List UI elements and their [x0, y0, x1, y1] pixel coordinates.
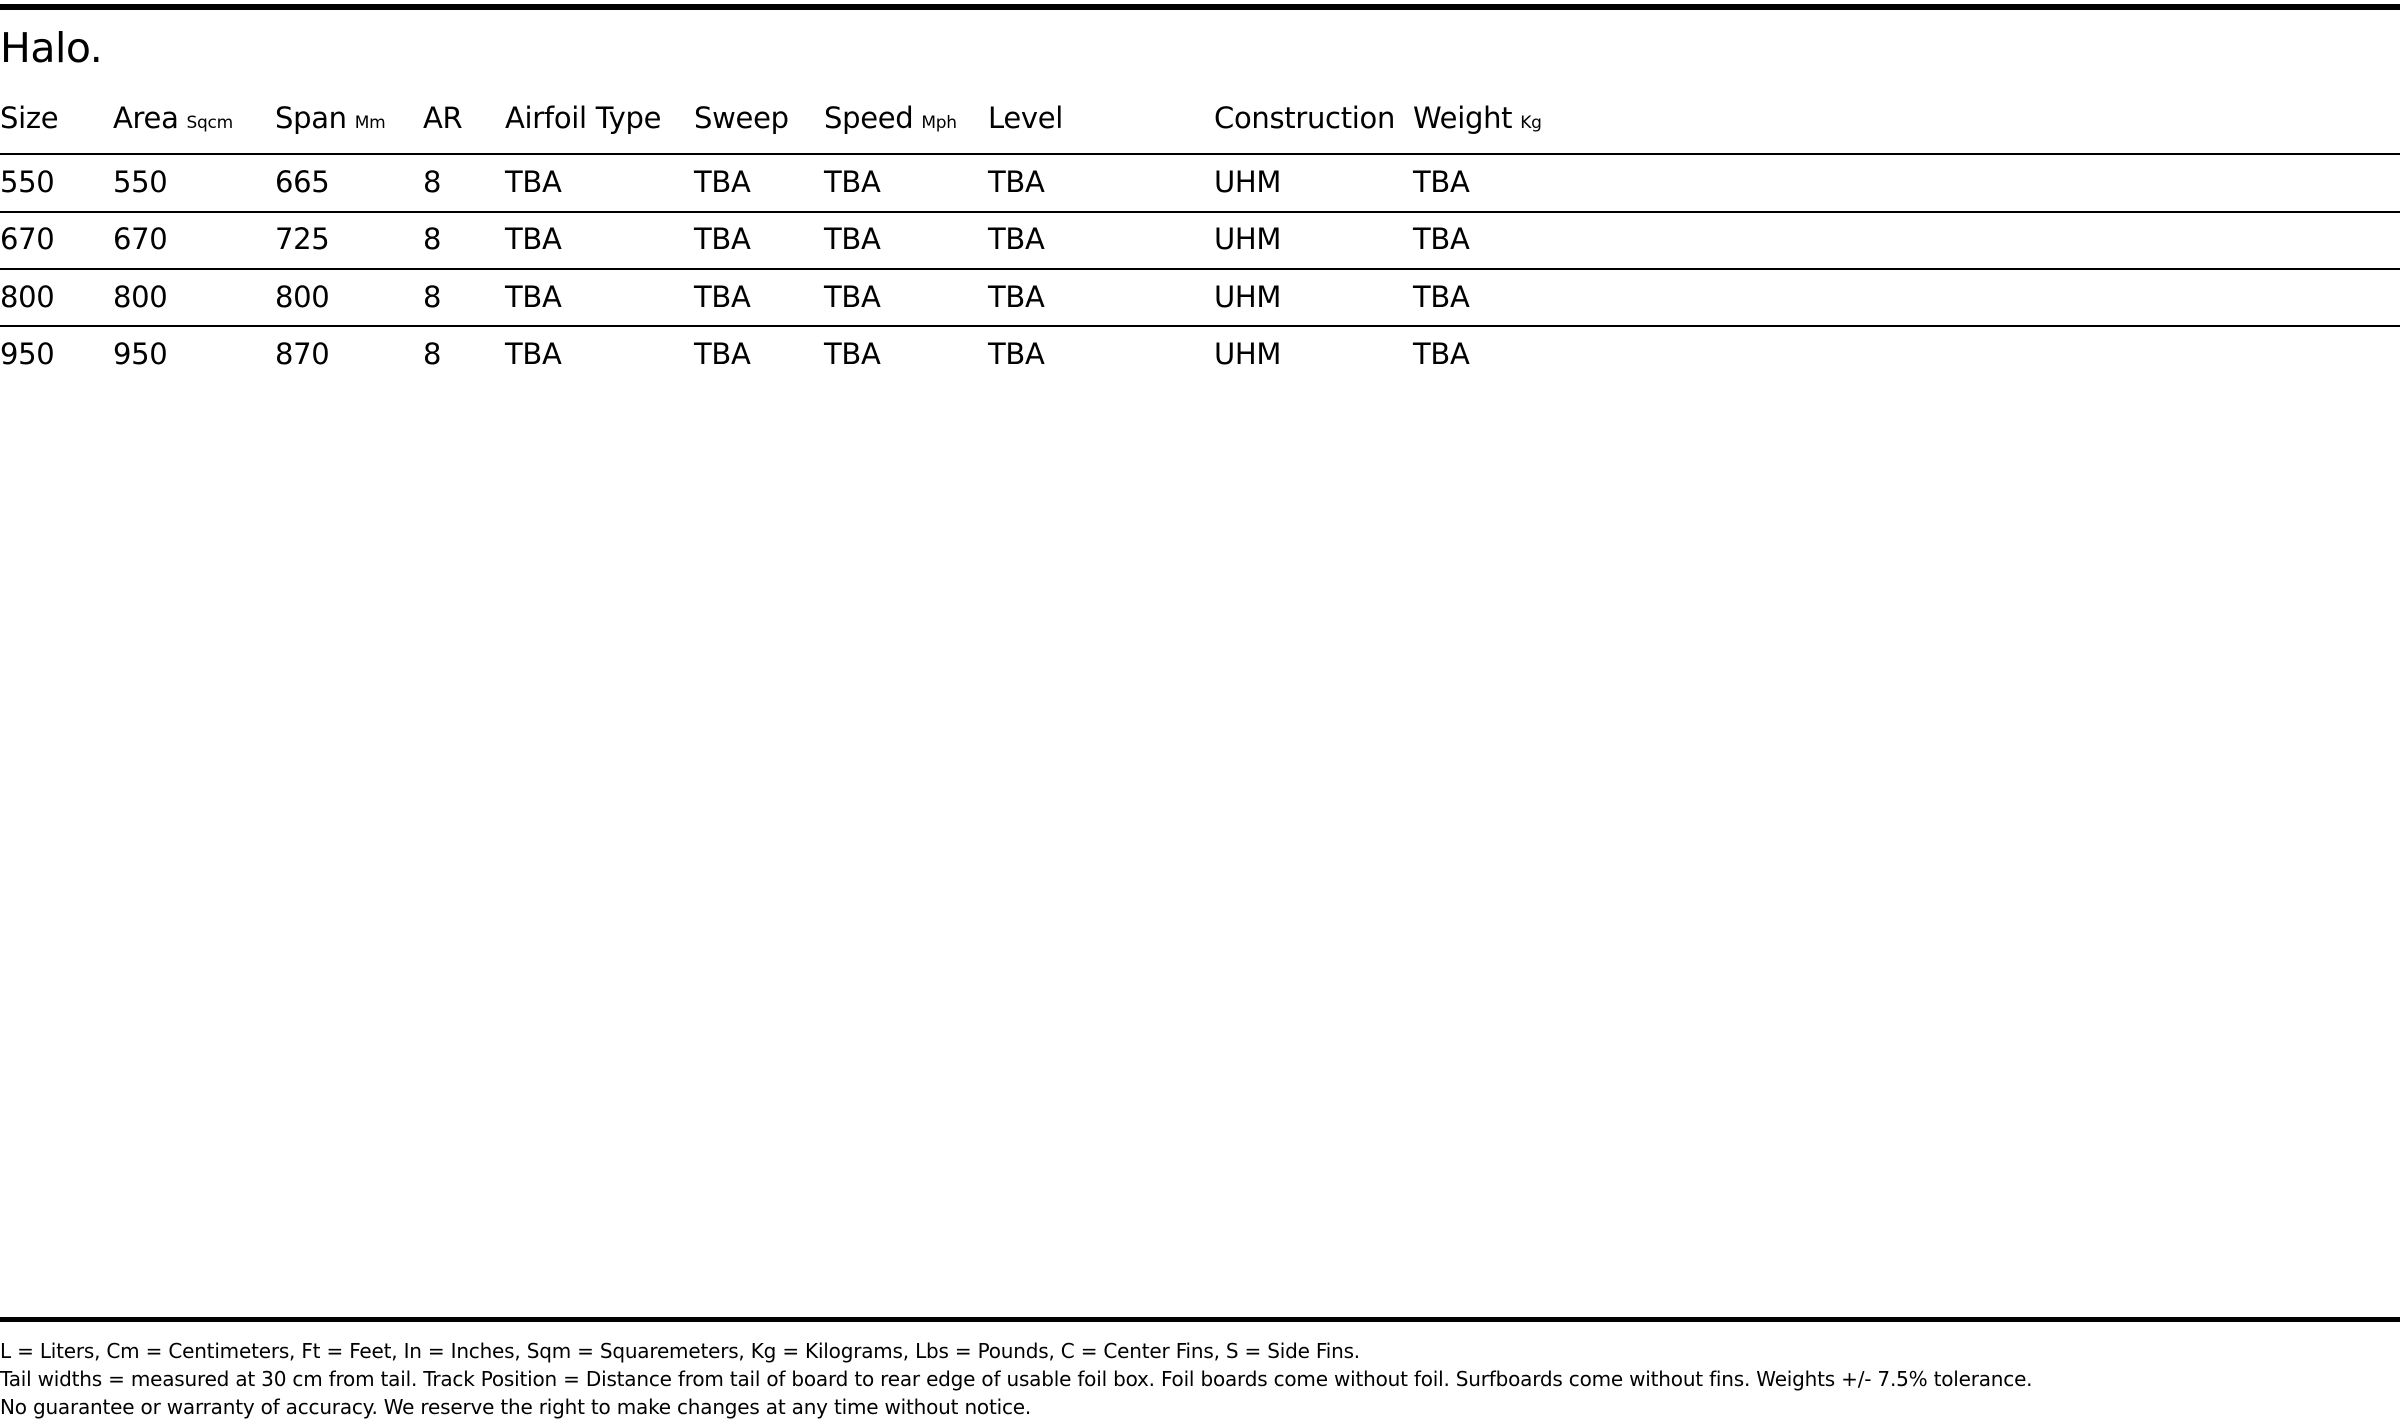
- cell-size: 800: [0, 280, 55, 314]
- header-speed-unit: Mph: [921, 113, 957, 133]
- header-weight-unit: Kg: [1520, 113, 1542, 133]
- header-span: Span Mm: [275, 101, 386, 135]
- table-row: [0, 270, 2400, 327]
- cell-construction: UHM: [1214, 222, 1282, 256]
- header-construction: Construction: [1214, 101, 1396, 135]
- cell-construction: UHM: [1214, 280, 1282, 314]
- cell-level: TBA: [988, 222, 1045, 256]
- footnote-abbreviations: L = Liters, Cm = Centimeters, Ft = Feet, In = Inches, Sqm = Squaremeters, Kg = Kilograms, Lbs = Pounds, C = Center Fins, S = Side Fins.: [0, 1339, 1360, 1363]
- cell-span: 665: [275, 165, 330, 199]
- cell-span: 800: [275, 280, 330, 314]
- top-rule: [0, 4, 2400, 10]
- cell-airfoil-type: TBA: [505, 165, 562, 199]
- cell-ar: 8: [423, 280, 442, 314]
- table-row: [0, 212, 2400, 269]
- header-span-unit: Mm: [354, 113, 386, 133]
- cell-size: 950: [0, 337, 55, 371]
- header-size: Size: [0, 101, 59, 135]
- cell-sweep: TBA: [694, 165, 751, 199]
- cell-weight: TBA: [1413, 337, 1470, 371]
- cell-airfoil-type: TBA: [505, 337, 562, 371]
- cell-area: 800: [113, 280, 168, 314]
- cell-sweep: TBA: [694, 337, 751, 371]
- cell-weight: TBA: [1413, 165, 1470, 199]
- cell-speed: TBA: [824, 222, 881, 256]
- cell-size: 550: [0, 165, 55, 199]
- cell-span: 870: [275, 337, 330, 371]
- header-ar: AR: [423, 101, 463, 135]
- cell-airfoil-type: TBA: [505, 280, 562, 314]
- cell-level: TBA: [988, 337, 1045, 371]
- cell-size: 670: [0, 222, 55, 256]
- footnote-measurements: Tail widths = measured at 30 cm from tail. Track Position = Distance from tail of board to rear edge of usable foil box. Foil boards come without foil. Surfboards come without fins. Weights +/- 7.5% tolerance.: [0, 1367, 2033, 1391]
- cell-weight: TBA: [1413, 280, 1470, 314]
- header-level: Level: [988, 101, 1064, 135]
- cell-construction: UHM: [1214, 337, 1282, 371]
- footnotes: [0, 1337, 2032, 1421]
- cell-ar: 8: [423, 337, 442, 371]
- cell-level: TBA: [988, 165, 1045, 199]
- cell-construction: UHM: [1214, 165, 1282, 199]
- cell-sweep: TBA: [694, 222, 751, 256]
- cell-area: 670: [113, 222, 168, 256]
- header-sweep: Sweep: [694, 101, 789, 135]
- header-speed: Speed Mph: [824, 101, 957, 135]
- cell-area: 550: [113, 165, 168, 199]
- footer-rule: [0, 1317, 2400, 1322]
- cell-sweep: TBA: [694, 280, 751, 314]
- cell-speed: TBA: [824, 165, 881, 199]
- cell-airfoil-type: TBA: [505, 222, 562, 256]
- cell-weight: TBA: [1413, 222, 1470, 256]
- cell-area: 950: [113, 337, 168, 371]
- cell-speed: TBA: [824, 337, 881, 371]
- table-row: [0, 327, 2400, 384]
- cell-level: TBA: [988, 280, 1045, 314]
- header-weight: Weight Kg: [1413, 101, 1542, 135]
- header-area: Area Sqcm: [113, 101, 233, 135]
- header-airfoil-type: Airfoil Type: [505, 101, 662, 135]
- cell-ar: 8: [423, 165, 442, 199]
- cell-span: 725: [275, 222, 330, 256]
- table-row: [0, 155, 2400, 212]
- header-area-unit: Sqcm: [186, 113, 233, 133]
- footnote-disclaimer: No guarantee or warranty of accuracy. We reserve the right to make changes at any time without notice.: [0, 1395, 1032, 1419]
- page-title: Halo.: [0, 24, 103, 72]
- cell-ar: 8: [423, 222, 442, 256]
- cell-speed: TBA: [824, 280, 881, 314]
